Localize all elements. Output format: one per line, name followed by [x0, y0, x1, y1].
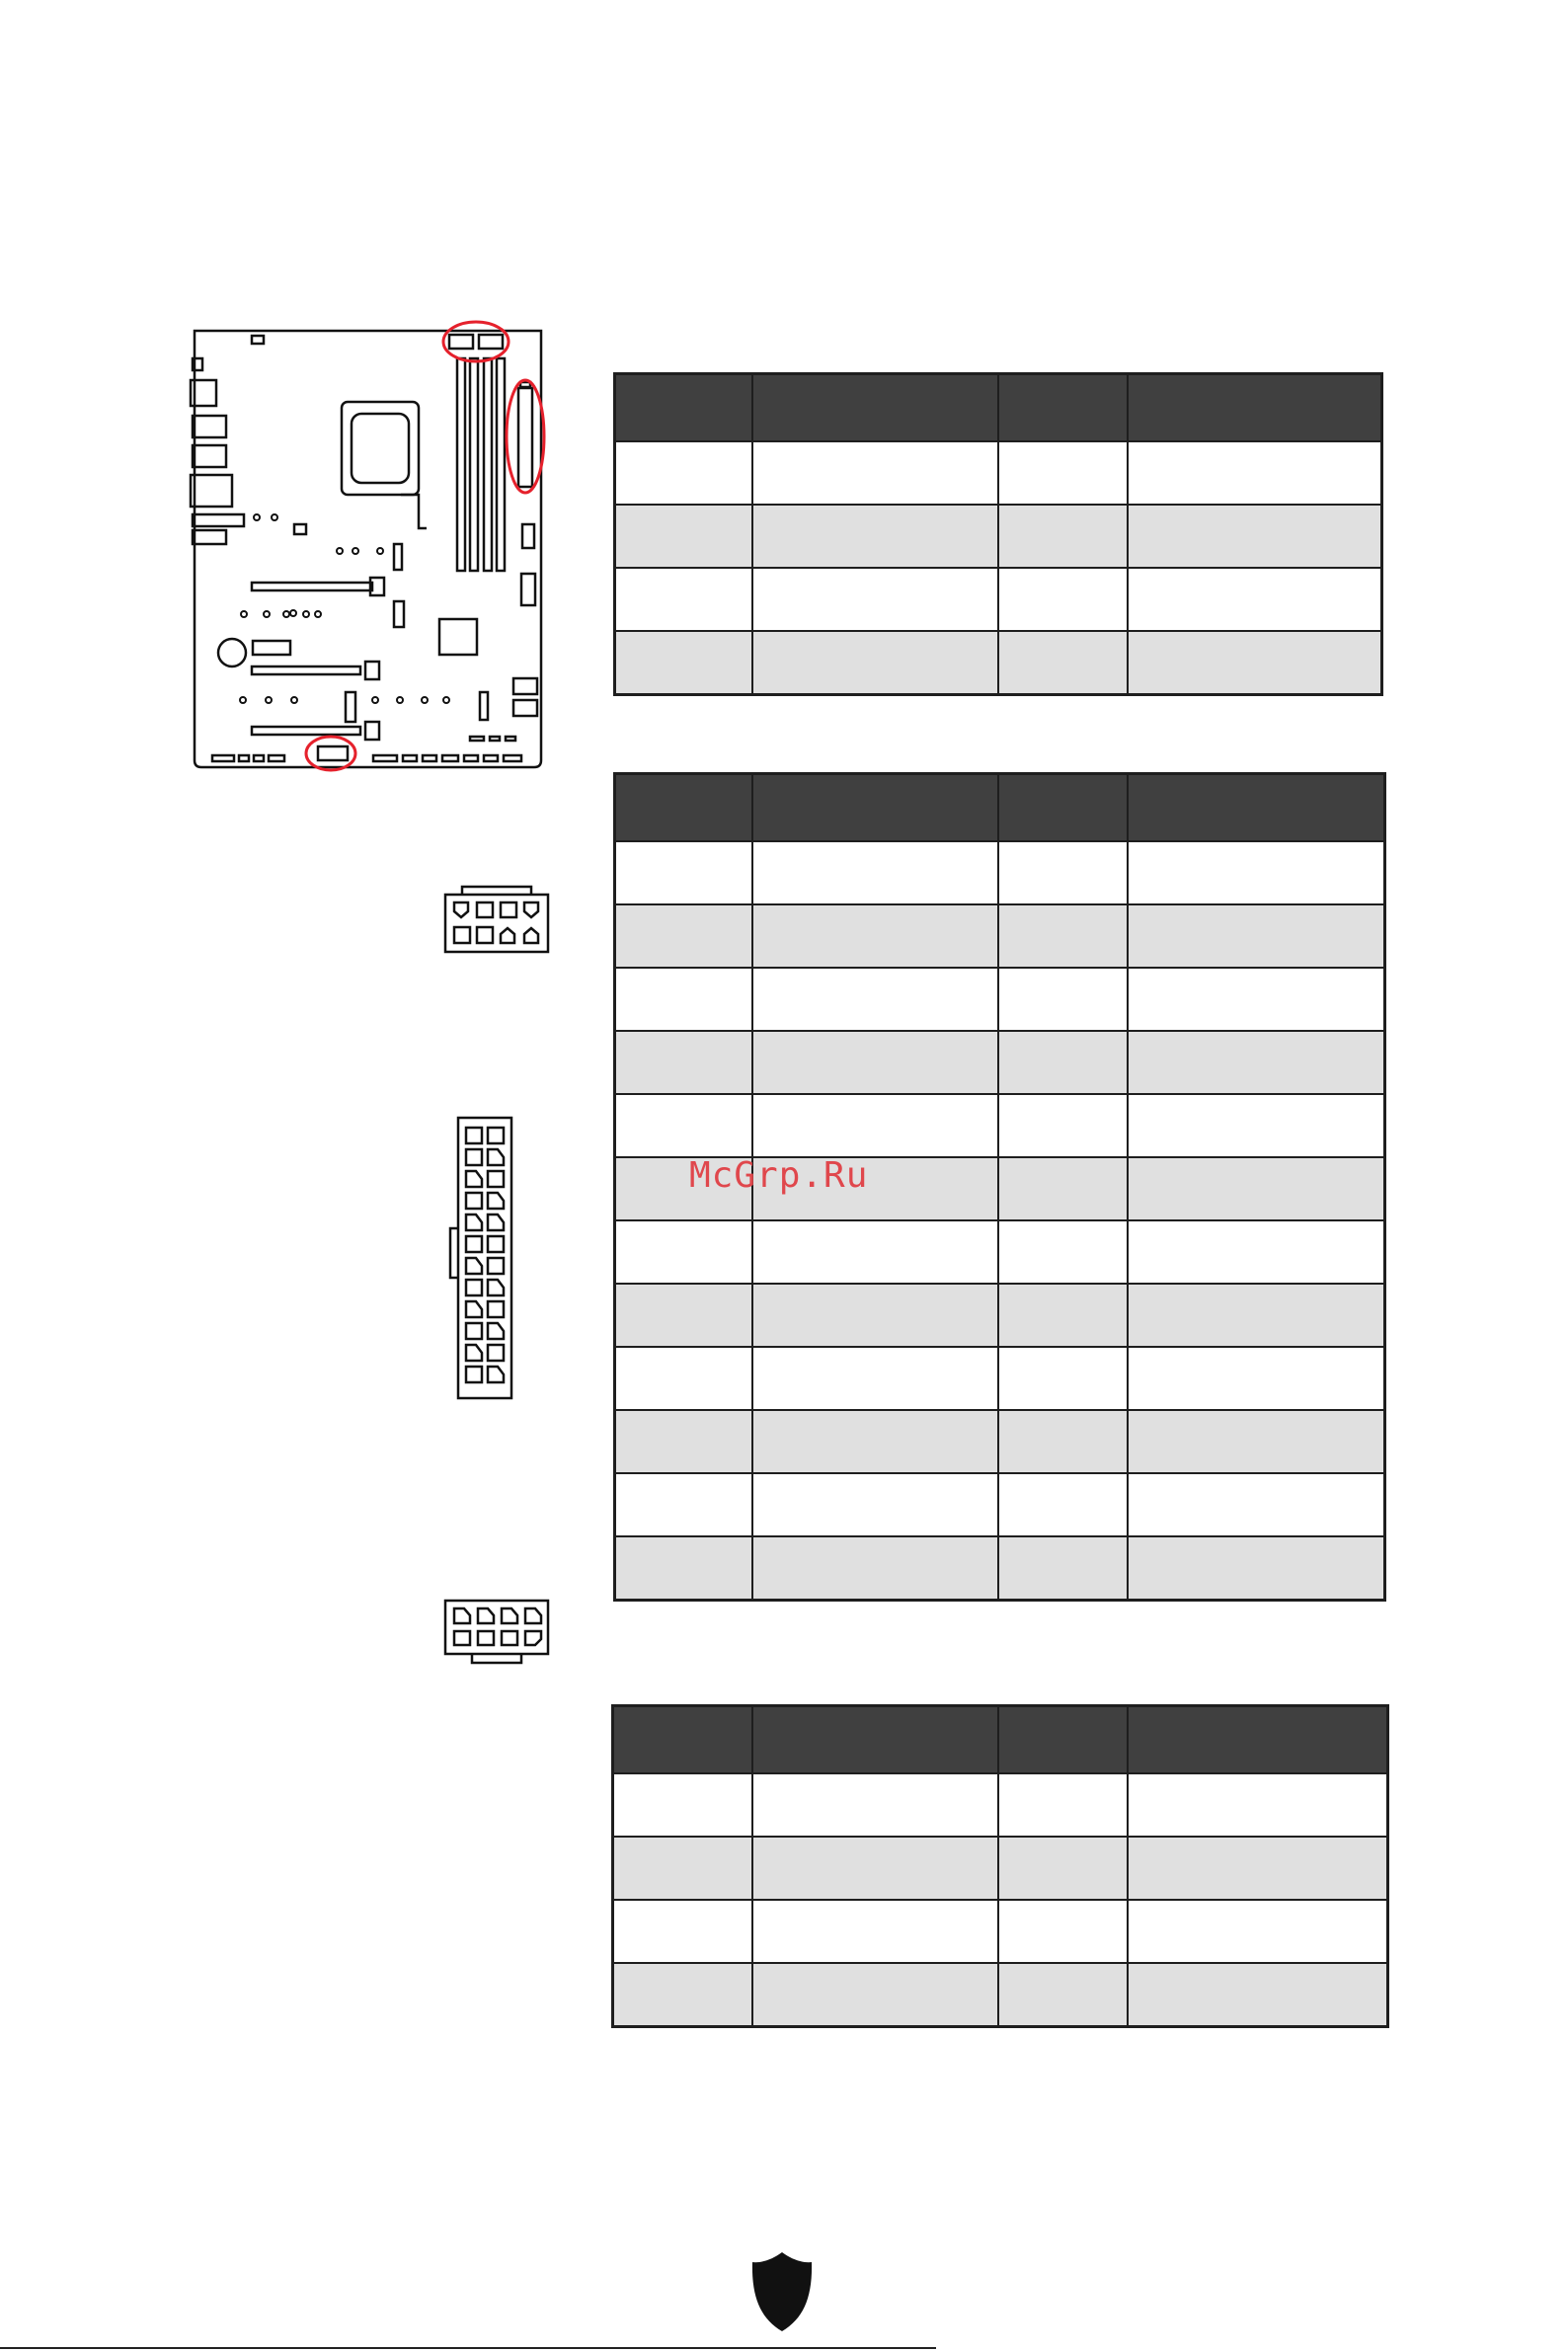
table-cell: [998, 568, 1128, 631]
table-header-cell: [998, 374, 1128, 442]
table-cell: [998, 1773, 1128, 1837]
msi-shield-icon: [748, 2249, 816, 2334]
table-cell: [1128, 1900, 1388, 1963]
table-cell: [752, 968, 998, 1031]
table-cell: [1128, 1837, 1388, 1900]
table-row: [615, 1536, 1385, 1601]
table-row: [615, 568, 1382, 631]
table-cell: [1128, 1284, 1385, 1347]
table-cell: [998, 1031, 1128, 1094]
table-cell: [752, 1837, 998, 1900]
table-cell: [615, 1031, 752, 1094]
table-cell: [1128, 841, 1385, 904]
table-header-cell: [1128, 374, 1382, 442]
table-row: [615, 1347, 1385, 1410]
table-cell: [998, 1347, 1128, 1410]
table-row: [615, 1031, 1385, 1094]
table-cell: [615, 968, 752, 1031]
table-cell: [998, 841, 1128, 904]
table-cell: [1128, 441, 1382, 505]
table-cell: [998, 441, 1128, 505]
table-cell: [998, 1837, 1128, 1900]
table-cell: [998, 1410, 1128, 1473]
table-cell: [615, 1473, 752, 1536]
table-row: [615, 968, 1385, 1031]
table-cell: [752, 1031, 998, 1094]
table-cell: [752, 1410, 998, 1473]
table-cell: [752, 904, 998, 968]
table-cell: [752, 1900, 998, 1963]
table-cell: [615, 841, 752, 904]
8-pin-connector-icon: [442, 885, 551, 956]
motherboard-layout-icon: [178, 311, 553, 785]
table-row: [615, 1094, 1385, 1157]
table-cell: [615, 568, 752, 631]
table-cell: [1128, 1094, 1385, 1157]
pinout-table-bottom: [611, 1704, 1389, 2028]
table-cell: [1128, 1031, 1385, 1094]
pinout-table-top: [613, 372, 1383, 696]
table-cell: [613, 1963, 752, 2027]
table-cell: [615, 631, 752, 695]
table-row: [615, 1473, 1385, 1536]
table-cell: [613, 1837, 752, 1900]
table-cell: [615, 1284, 752, 1347]
watermark-text: McGrp.Ru: [689, 1155, 869, 1196]
table-cell: [752, 1094, 998, 1157]
bottom-divider: [0, 2347, 936, 2349]
table-cell: [1128, 1347, 1385, 1410]
table-cell: [752, 841, 998, 904]
table-row: [613, 1773, 1388, 1837]
24-pin-connector-icon: [444, 1112, 515, 1402]
table-header-cell: [752, 774, 998, 842]
table-cell: [1128, 1473, 1385, 1536]
table-cell: [998, 1473, 1128, 1536]
table-cell: [1128, 631, 1382, 695]
table-cell: [998, 1900, 1128, 1963]
table-cell: [615, 904, 752, 968]
table-header-row: [613, 1706, 1388, 1774]
table-header-cell: [615, 774, 752, 842]
table-cell: [998, 1963, 1128, 2027]
table-cell: [752, 441, 998, 505]
table-cell: [998, 1284, 1128, 1347]
table-row: [615, 1284, 1385, 1347]
table-header-cell: [613, 1706, 752, 1774]
table-cell: [1128, 1220, 1385, 1284]
table-row: [613, 1837, 1388, 1900]
table-header-row: [615, 374, 1382, 442]
table-header-cell: [615, 374, 752, 442]
table-cell: [752, 1536, 998, 1601]
table-cell: [752, 505, 998, 568]
table-row: [615, 904, 1385, 968]
table-cell: [1128, 1773, 1388, 1837]
8-pin-pcie-connector-icon: [442, 1598, 551, 1669]
table-cell: [752, 1773, 998, 1837]
table-cell: [1128, 1536, 1385, 1601]
table-header-cell: [998, 774, 1128, 842]
table-cell: [1128, 904, 1385, 968]
table-cell: [998, 631, 1128, 695]
table-cell: [998, 505, 1128, 568]
table-cell: [752, 1473, 998, 1536]
table-cell: [752, 568, 998, 631]
table-header-row: [615, 774, 1385, 842]
table-cell: [998, 968, 1128, 1031]
table-cell: [613, 1900, 752, 1963]
table-row: [613, 1963, 1388, 2027]
table-header-cell: [752, 374, 998, 442]
table-cell: [615, 1536, 752, 1601]
table-header-cell: [998, 1706, 1128, 1774]
table-cell: [1128, 1963, 1388, 2027]
table-cell: [1128, 1410, 1385, 1473]
table-header-cell: [1128, 774, 1385, 842]
table-cell: [615, 1347, 752, 1410]
table-cell: [1128, 968, 1385, 1031]
table-cell: [615, 1410, 752, 1473]
table-cell: [752, 1963, 998, 2027]
table-row: [615, 631, 1382, 695]
table-row: [613, 1900, 1388, 1963]
table-cell: [615, 1220, 752, 1284]
table-cell: [613, 1773, 752, 1837]
table-cell: [752, 1347, 998, 1410]
table-cell: [998, 904, 1128, 968]
table-header-cell: [1128, 1706, 1388, 1774]
table-cell: [752, 1220, 998, 1284]
table-cell: [998, 1220, 1128, 1284]
table-cell: [615, 441, 752, 505]
table-row: [615, 841, 1385, 904]
table-cell: [615, 1094, 752, 1157]
table-header-cell: [752, 1706, 998, 1774]
table-cell: [1128, 568, 1382, 631]
table-cell: [752, 631, 998, 695]
table-cell: [998, 1094, 1128, 1157]
table-cell: [615, 505, 752, 568]
table-cell: [998, 1157, 1128, 1220]
table-row: [615, 1220, 1385, 1284]
table-cell: [1128, 1157, 1385, 1220]
table-cell: [752, 1284, 998, 1347]
table-row: [615, 505, 1382, 568]
table-row: [615, 1410, 1385, 1473]
table-row: [615, 441, 1382, 505]
table-cell: [998, 1536, 1128, 1601]
table-cell: [1128, 505, 1382, 568]
